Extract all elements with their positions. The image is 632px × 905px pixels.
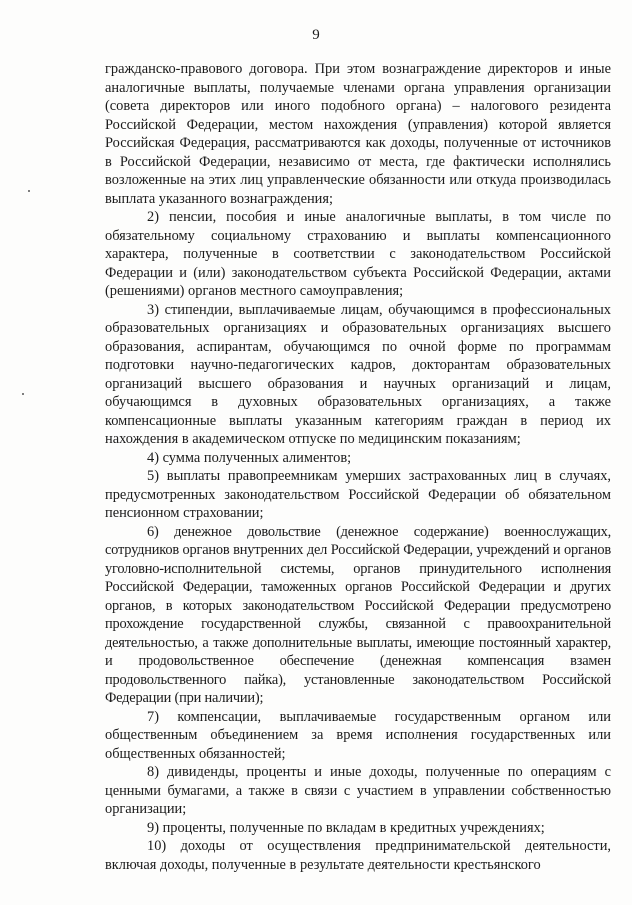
paragraph-item-3-stipends: 3) стипендии, выплачиваемые лицам, обучающимся в профессиональных образовательных организациях и образовательных организациях высшего образования, аспирантам, обучающимся по очной форме по программам подготовки научно-педагогических кадров, докторантам образовательных организаций высшего образования и научных организаций и лицам, обучающимся в духовных образовательных организациях, а также компенсационные выплаты указанным категориям граждан в период их нахождения в академическом отпуске по медицинским показаниям; xyxy=(105,301,611,447)
paragraph-item-5-successors: 5) выплаты правопреемникам умерших застрахованных лиц в случаях, предусмотренных законодательством Российской Федерации об обязательном пенсионном страховании; xyxy=(105,468,611,521)
paragraph-item-6-allowance: 6) денежное довольствие (денежное содержание) военнослужащих, сотрудников органов внутренних дел Российской Федерации, учреждений и органов уголовно-исполнительной системы, органов принудительного исполнения Российской Федерации, таможенных органов Российской Федерации и других органов, в которых законодательством Российской Федерации предусмотрено прохождение государственной службы, связанной с правоохранительной деятельностью, а также дополнительные выплаты, имеющие постоянный характер, и продовольственное обеспечение (денежная компенсация взамен продовольственного пайка), установленные законодательством Российской Федерации (при наличии); xyxy=(105,523,611,706)
paragraph-item-4-alimony: 4) сумма полученных алиментов; xyxy=(147,449,352,466)
scan-speck xyxy=(28,190,30,192)
paragraph-item-9-interest: 9) проценты, полученные по вкладам в кредитных учреждениях; xyxy=(147,819,545,836)
paragraph-1-continuation: гражданско-правового договора. При этом вознаграждение директоров и иные аналогичные выплаты, получаемые членами органа управления организации (совета директоров или иного подобного органа) – налогового резидента Российской Федерации, местом нахождения (управления) которой является Российская Федерация, рассматриваются как доходы, полученные от источников в Российской Федерации, независимо от места, где фактически исполнялись возложенные на этих лиц управленческие обязанности или откуда производилась выплата указанного вознаграждения; xyxy=(105,61,611,207)
page-number: 9 xyxy=(312,27,320,43)
document-body xyxy=(105,60,611,874)
paragraph-item-2-pensions: 2) пенсии, пособия и иные аналогичные выплаты, в том числе по обязательному социальному страхованию и выплаты компенсационного характера, полученные в соответствии с законодательством Российской Федерации и (или) законодательством субъекта Российской Федерации, актами (решениями) органов местного самоуправления; xyxy=(105,209,611,299)
paragraph-item-8-dividends: 8) дивиденды, проценты и иные доходы, полученные по операциям с ценными бумагами, а также в связи с участием в управлении собственностью организации; xyxy=(105,764,611,817)
paragraph-item-10-business-income: 10) доходы от осуществления предпринимательской деятельности, включая доходы, полученные в результате деятельности крестьянского xyxy=(105,838,611,873)
scan-speck xyxy=(22,393,24,395)
paragraph-item-7-compensation: 7) компенсации, выплачиваемые государственным органом или общественным объединением за время исполнения государственных или общественных обязанностей; xyxy=(105,708,611,762)
